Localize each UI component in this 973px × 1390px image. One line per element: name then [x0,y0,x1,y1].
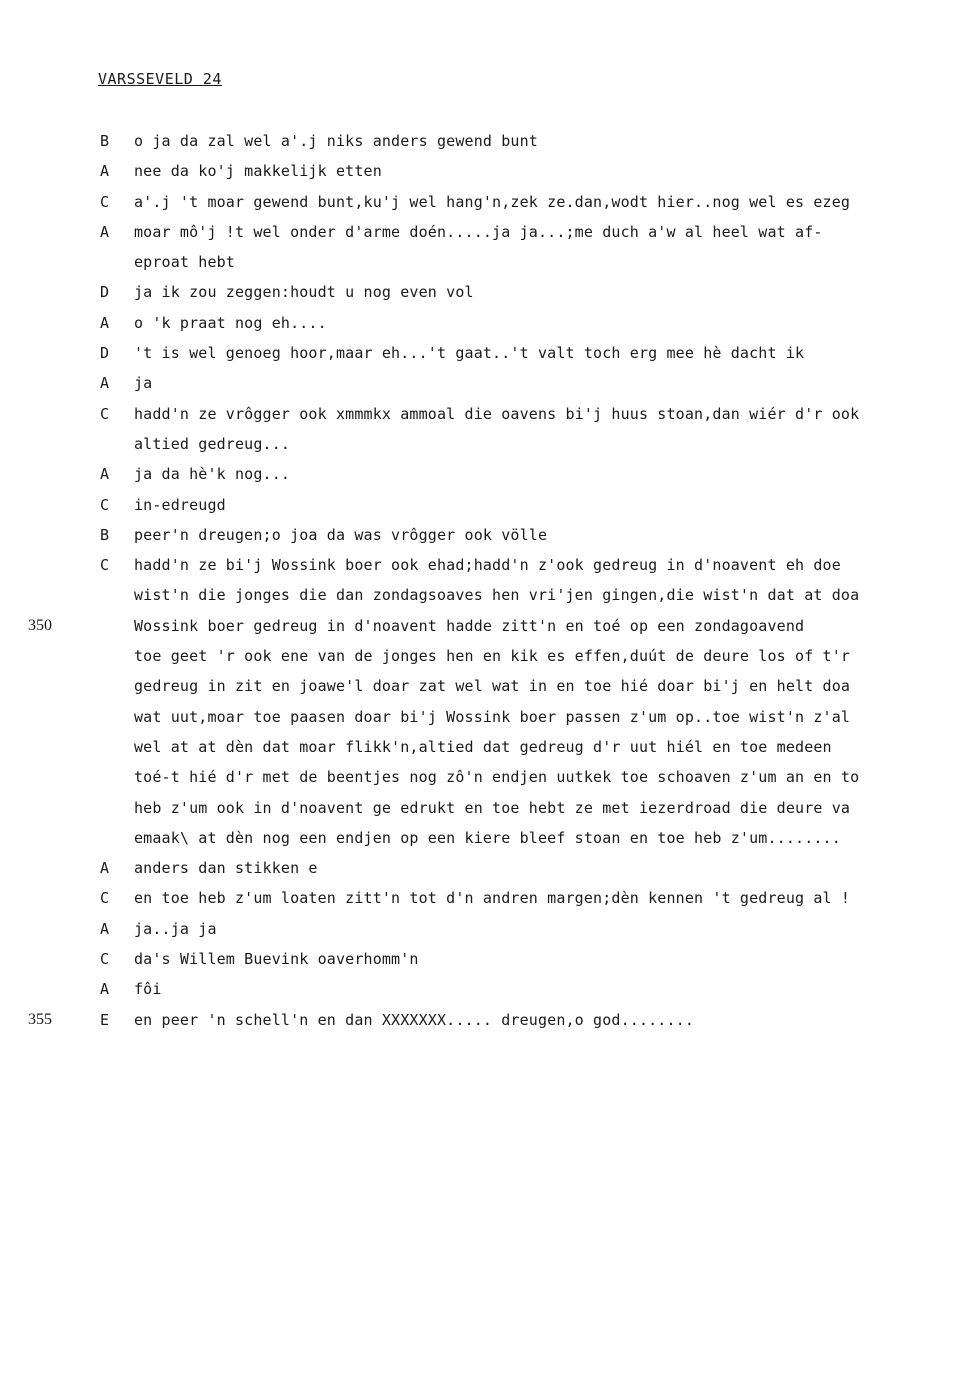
utterance-text: peer'n dreugen;o joa da was vrôgger ook völle [134,525,548,544]
transcript-line [0,338,973,368]
utterance-text: wel at at dèn dat moar flikk'n,altied dat gedreug d'r uut hiél en toe medeen [134,737,832,756]
utterance-text: en peer 'n schell'n en dan XXXXXXX..... dreugen,o god........ [134,1010,695,1029]
utterance-text: o ja da zal wel a'.j niks anders gewend bunt [134,132,538,150]
speaker-label: C [100,556,110,575]
line-number: 350 [28,616,52,634]
utterance-text: da's Willem Buevink oaverhomm'n [134,950,419,969]
utterance-text: wist'n die jonges die dan zondagsoaves hen vri'jen gingen,die wist'n dat at doa [134,586,860,605]
transcript-line [0,974,973,1004]
transcript-line [0,762,973,792]
utterance-text: emaak\ at dèn nog een endjen op een kiere bleef stoan en toe heb z'um........ [134,828,841,847]
utterance-text: hadd'n ze bi'j Wossink boer ook ehad;hadd'n z'ook gedreug in d'noavent eh doe [134,556,841,575]
speaker-label: E [100,1010,110,1029]
utterance-text: wat uut,moar toe paasen doar bi'j Wossink boer passen z'um op..toe wist'n z'al [134,707,851,726]
transcript-line [0,368,973,398]
line-number: 355 [28,1010,52,1028]
speaker-label: C [100,404,110,423]
speaker-label: B [100,525,110,544]
utterance-text: a'.j 't moar gewend bunt,ku'j wel hang'n,zek ze.dan,wodt hier..nog wel es ezeg [134,192,851,211]
transcript-line [0,156,973,186]
transcript-line [0,944,973,974]
utterance-text: moar mô'j !t wel onder d'arme doén.....ja ja...;me duch a'w al heel wat af- [134,222,823,241]
speaker-label: C [100,192,110,211]
transcript-line [0,853,973,883]
utterance-text: hadd'n ze vrôgger ook xmmmkx ammoal die oavens bi'j huus stoan,dan wiér d'r ook [134,404,860,423]
transcript-line [0,217,973,247]
transcript-line [0,611,973,641]
transcript-line [0,490,973,520]
transcript-line [0,1005,973,1035]
speaker-label: C [100,950,110,969]
transcript-line [0,671,973,701]
transcript-line [0,429,973,459]
utterance-text: ja..ja ja [134,919,217,938]
utterance-text: o 'k praat nog eh.... [134,313,327,332]
transcript-line [0,914,973,944]
utterance-text: altied gedreug... [134,434,291,453]
transcript-line [0,580,973,610]
utterance-text: ja ik zou zeggen:houdt u nog even vol [134,283,474,302]
transcript-lines [0,126,973,1035]
transcript-line [0,126,973,156]
speaker-label: C [100,495,110,514]
speaker-label: A [100,465,110,484]
transcript-line [0,641,973,671]
transcript-line [0,732,973,762]
utterance-text: fôi [134,980,162,999]
utterance-text: 't is wel genoeg hoor,maar eh...'t gaat..'t valt toch erg mee hè dacht ik [134,344,805,363]
utterance-text: anders dan stikken e [134,859,318,878]
utterance-text: Wossink boer gedreug in d'noavent hadde zitt'n en toé op een zondagoavend [134,616,805,635]
speaker-label: D [100,283,110,302]
transcript-line [0,793,973,823]
speaker-label: A [100,313,110,332]
transcript-line [0,883,973,913]
transcript-line [0,459,973,489]
utterance-text: ja [134,374,153,393]
transcript-line [0,399,973,429]
utterance-text: eproat hebt [134,253,235,272]
utterance-text: nee da ko'j makkelijk etten [134,162,382,181]
utterance-text: toe geet 'r ook ene van de jonges hen en kik es effen,duút de deure los of t'r [134,647,851,666]
page-title: VARSSEVELD 24 [98,70,222,88]
utterance-text: heb z'um ook in d'noavent ge edrukt en toe hebt ze met iezerdroad die deure va [134,798,851,817]
speaker-label: A [100,222,110,241]
speaker-label: A [100,919,110,938]
transcript-line [0,550,973,580]
speaker-label: D [100,344,110,363]
transcript-line [0,520,973,550]
utterance-text: in-edreugd [134,495,226,514]
transcript-line [0,187,973,217]
transcript-line [0,277,973,307]
transcript-line [0,702,973,732]
speaker-label: B [100,132,110,150]
transcript-line [0,823,973,853]
utterance-text: en toe heb z'um loaten zitt'n tot d'n andren margen;dèn kennen 't gedreug al ! [134,889,851,908]
speaker-label: A [100,374,110,393]
utterance-text: gedreug in zit en joawe'l doar zat wel wat in en toe hié doar bi'j en helt doa [134,677,851,696]
utterance-text: ja da hè'k nog... [134,465,291,484]
speaker-label: C [100,889,110,908]
speaker-label: A [100,980,110,999]
speaker-label: A [100,859,110,878]
transcript-line [0,308,973,338]
speaker-label: A [100,162,110,181]
transcript-line [0,247,973,277]
utterance-text: toé-t hié d'r met de beentjes nog zô'n endjen uutkek toe schoaven z'um an en to [134,768,860,787]
